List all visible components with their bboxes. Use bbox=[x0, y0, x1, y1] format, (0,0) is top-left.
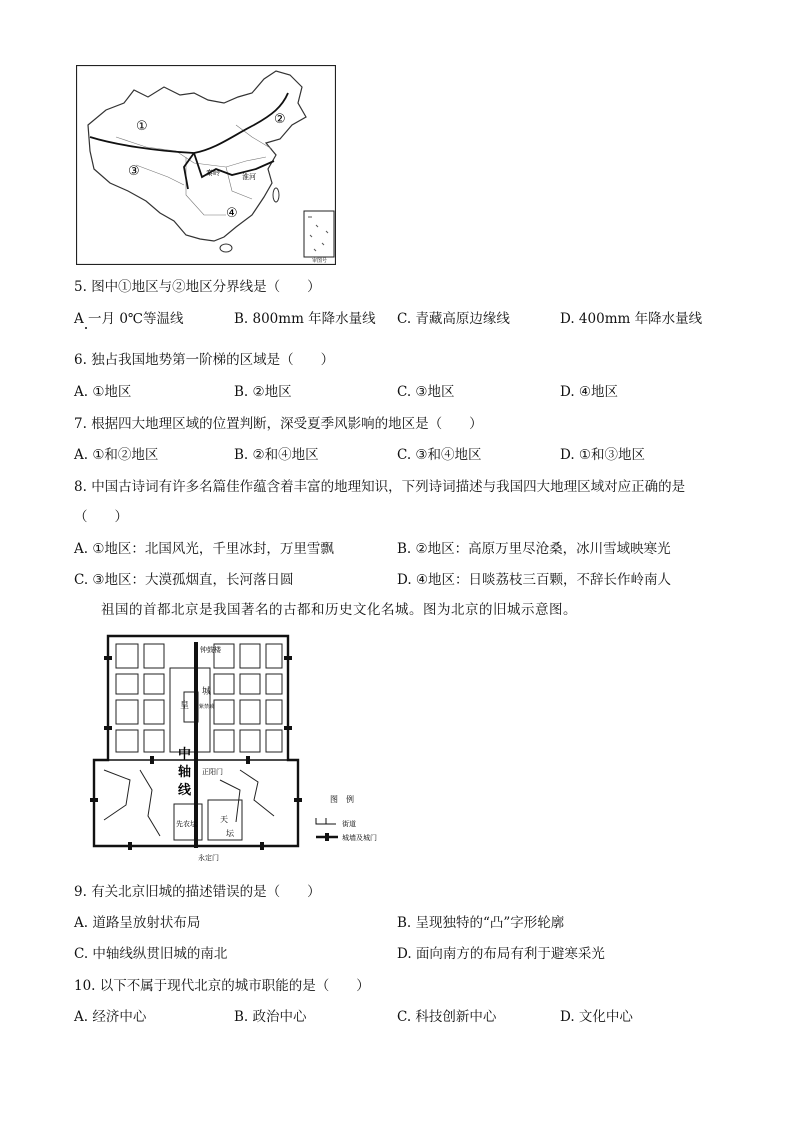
region-1-label: ① bbox=[136, 119, 148, 134]
question-8-bracket: （ ） bbox=[74, 509, 128, 525]
option-8d[interactable]: D. ④地区：日啖荔枝三百颗，不辞长作岭南人 bbox=[397, 572, 672, 588]
option-6a[interactable]: A. ①地区 bbox=[74, 384, 132, 400]
question-text: 图中①地区与②地区分界线是（ ） bbox=[91, 279, 321, 295]
question-8 bbox=[74, 475, 685, 495]
china-map-svg bbox=[76, 65, 336, 265]
question-text: 根据四大地理区域的位置判断，深受夏季风影响的地区是（ ） bbox=[91, 416, 483, 432]
option-6c[interactable]: C. ③地区 bbox=[397, 384, 455, 400]
tian-label: 天 bbox=[220, 815, 228, 824]
legend-wall: 城墙及城门 bbox=[342, 834, 377, 842]
question-number: 7. bbox=[74, 416, 87, 432]
question-6 bbox=[74, 348, 334, 368]
option-6d[interactable]: D. ④地区 bbox=[560, 384, 619, 400]
legend-street: 街道 bbox=[342, 820, 356, 828]
option-7b[interactable]: B. ②和④地区 bbox=[234, 447, 319, 463]
bell-tower-label: 钟鼓楼 bbox=[200, 646, 221, 654]
option-10b[interactable]: B. 政治中心 bbox=[234, 1009, 307, 1025]
option-8c[interactable]: C. ③地区：大漠孤烟直，长河落日圆 bbox=[74, 572, 294, 588]
question-text: 以下不属于现代北京的城市职能的是（ ） bbox=[99, 978, 370, 994]
question-5 bbox=[74, 275, 321, 295]
region-4-label: ④ bbox=[226, 206, 238, 221]
question-number: 9. bbox=[74, 884, 87, 900]
beijing-intro: 祖国的首都北京是我国著名的古都和历史文化名城。图为北京的旧城示意图。 bbox=[101, 602, 577, 618]
huaihe-label: 淮河 bbox=[242, 173, 256, 181]
question-number: 10. bbox=[74, 978, 96, 994]
question-9 bbox=[74, 880, 321, 900]
zhong-label: 中 bbox=[178, 747, 192, 762]
question-7 bbox=[74, 412, 483, 432]
question-number: 5. bbox=[74, 279, 87, 295]
option-7c[interactable]: C. ③和④地区 bbox=[397, 447, 482, 463]
question-text: 中国古诗词有许多名篇佳作蕴含着丰富的地理知识，下列诗词描述与我国四大地理区域对应正确的是 bbox=[91, 479, 686, 495]
question-text: 有关北京旧城的描述错误的是（ ） bbox=[91, 884, 321, 900]
option-5d[interactable]: D. 400mm 年降水量线 bbox=[560, 311, 703, 327]
option-6b[interactable]: B. ②地区 bbox=[234, 384, 292, 400]
option-5b[interactable]: B. 800mm 年降水量线 bbox=[234, 311, 376, 327]
option-8b[interactable]: B. ②地区：高原万里尽沧桑，冰川雪域映寒光 bbox=[397, 541, 671, 557]
option-9c[interactable]: C. 中轴线纵贯旧城的南北 bbox=[74, 946, 228, 962]
qinling-label: 秦岭 bbox=[206, 169, 220, 177]
yongdingmen-label: 永定门 bbox=[198, 854, 219, 862]
option-5a[interactable]: A 一月 0℃等温线 bbox=[74, 311, 184, 327]
map-legend bbox=[316, 794, 377, 842]
huang-label: 皇 bbox=[180, 701, 190, 711]
option-9b[interactable]: B. 呈现独特的“凸”字形轮廓 bbox=[397, 915, 565, 931]
option-9d[interactable]: D. 面向南方的布局有利于避寒采光 bbox=[397, 946, 605, 962]
option-9a[interactable]: A. 道路呈放射状布局 bbox=[74, 915, 201, 931]
xian-label: 线 bbox=[178, 783, 192, 798]
option-5c[interactable]: C. 青藏高原边缘线 bbox=[397, 311, 510, 327]
option-7d[interactable]: D. ①和③地区 bbox=[560, 447, 646, 463]
option-8a[interactable]: A. ①地区：北国风光，千里冰封，万里雪飘 bbox=[74, 541, 334, 557]
option-7a[interactable]: A. ①和②地区 bbox=[74, 447, 159, 463]
option-10d[interactable]: D. 文化中心 bbox=[560, 1009, 633, 1025]
option-10a[interactable]: A. 经济中心 bbox=[74, 1009, 147, 1025]
zhengyangmen-label: 正阳门 bbox=[202, 768, 223, 776]
xiannongtan-label: 先农坛 bbox=[176, 820, 197, 828]
forbidden-city-label: 紫禁城 bbox=[199, 704, 215, 710]
region-3-label: ③ bbox=[128, 164, 140, 179]
question-text: 独占我国地势第一阶梯的区域是（ ） bbox=[91, 352, 335, 368]
beijing-map-figure bbox=[90, 630, 410, 870]
question-10 bbox=[74, 974, 370, 994]
china-map-figure bbox=[76, 65, 336, 265]
beijing-map-svg bbox=[90, 630, 410, 870]
stray-dot bbox=[85, 327, 87, 329]
tan-label: 坛 bbox=[226, 829, 234, 838]
legend-title: 图 例 bbox=[330, 795, 354, 804]
question-number: 8. bbox=[74, 479, 87, 495]
option-10c[interactable]: C. 科技创新中心 bbox=[397, 1009, 497, 1025]
region-2-label: ② bbox=[274, 112, 286, 127]
question-number: 6. bbox=[74, 352, 87, 368]
cheng-label: 城 bbox=[202, 687, 212, 697]
map-corner-mark: 审图号 bbox=[312, 258, 328, 264]
zhou-label: 轴 bbox=[178, 765, 192, 780]
